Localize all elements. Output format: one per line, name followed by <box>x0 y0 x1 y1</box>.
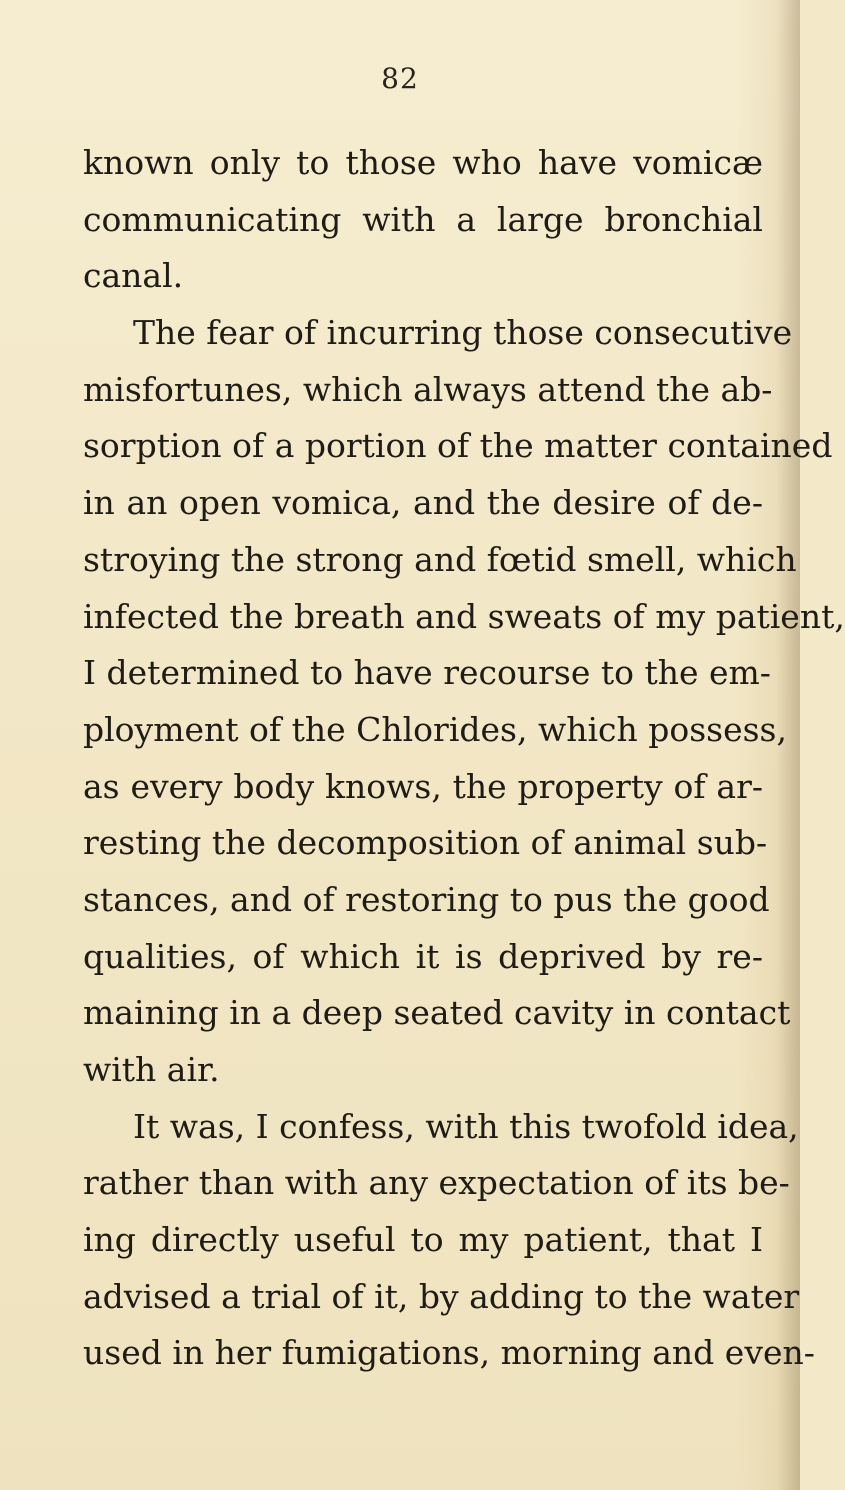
text-line: ing directly useful to my patient, that I <box>83 1220 763 1260</box>
text-line: as every body knows, the property of ar- <box>83 766 763 806</box>
text-line: I determined to have recourse to the em- <box>83 653 771 693</box>
text-line: stroying the strong and fœtid smell, which <box>83 539 797 579</box>
text-line: with air. <box>83 1050 220 1089</box>
text-line: stances, and of restoring to pus the good <box>83 879 770 919</box>
text-line: maining in a deep seated cavity in contact <box>83 993 791 1033</box>
text-line: known only to those who have vomicæ <box>83 143 763 182</box>
text-line: qualities, of which it is deprived by re- <box>83 936 763 976</box>
text-line: used in her fumigations, morning and even- <box>83 1333 815 1373</box>
text-line: ployment of the Chlorides, which possess, <box>83 709 787 749</box>
text-line: sorption of a portion of the matter contained <box>83 426 833 466</box>
text-line: The fear of incurring those consecutive <box>133 313 793 353</box>
body-text <box>83 135 845 1382</box>
text-line: infected the breath and sweats of my patient, <box>83 596 845 636</box>
text-line: misfortunes, which always attend the ab- <box>83 369 773 409</box>
page-number: 82 <box>381 62 419 95</box>
text-line: rather than with any expectation of its be- <box>83 1163 790 1203</box>
text-line: It was, I confess, with this twofold idea, <box>133 1106 799 1146</box>
text-line: communicating with a large bronchial <box>83 199 763 239</box>
text-line: canal. <box>83 256 184 296</box>
text-line: resting the decomposition of animal sub- <box>83 823 768 863</box>
text-line: in an open vomica, and the desire of de- <box>83 483 763 523</box>
text-line: advised a trial of it, by adding to the water <box>83 1276 800 1316</box>
